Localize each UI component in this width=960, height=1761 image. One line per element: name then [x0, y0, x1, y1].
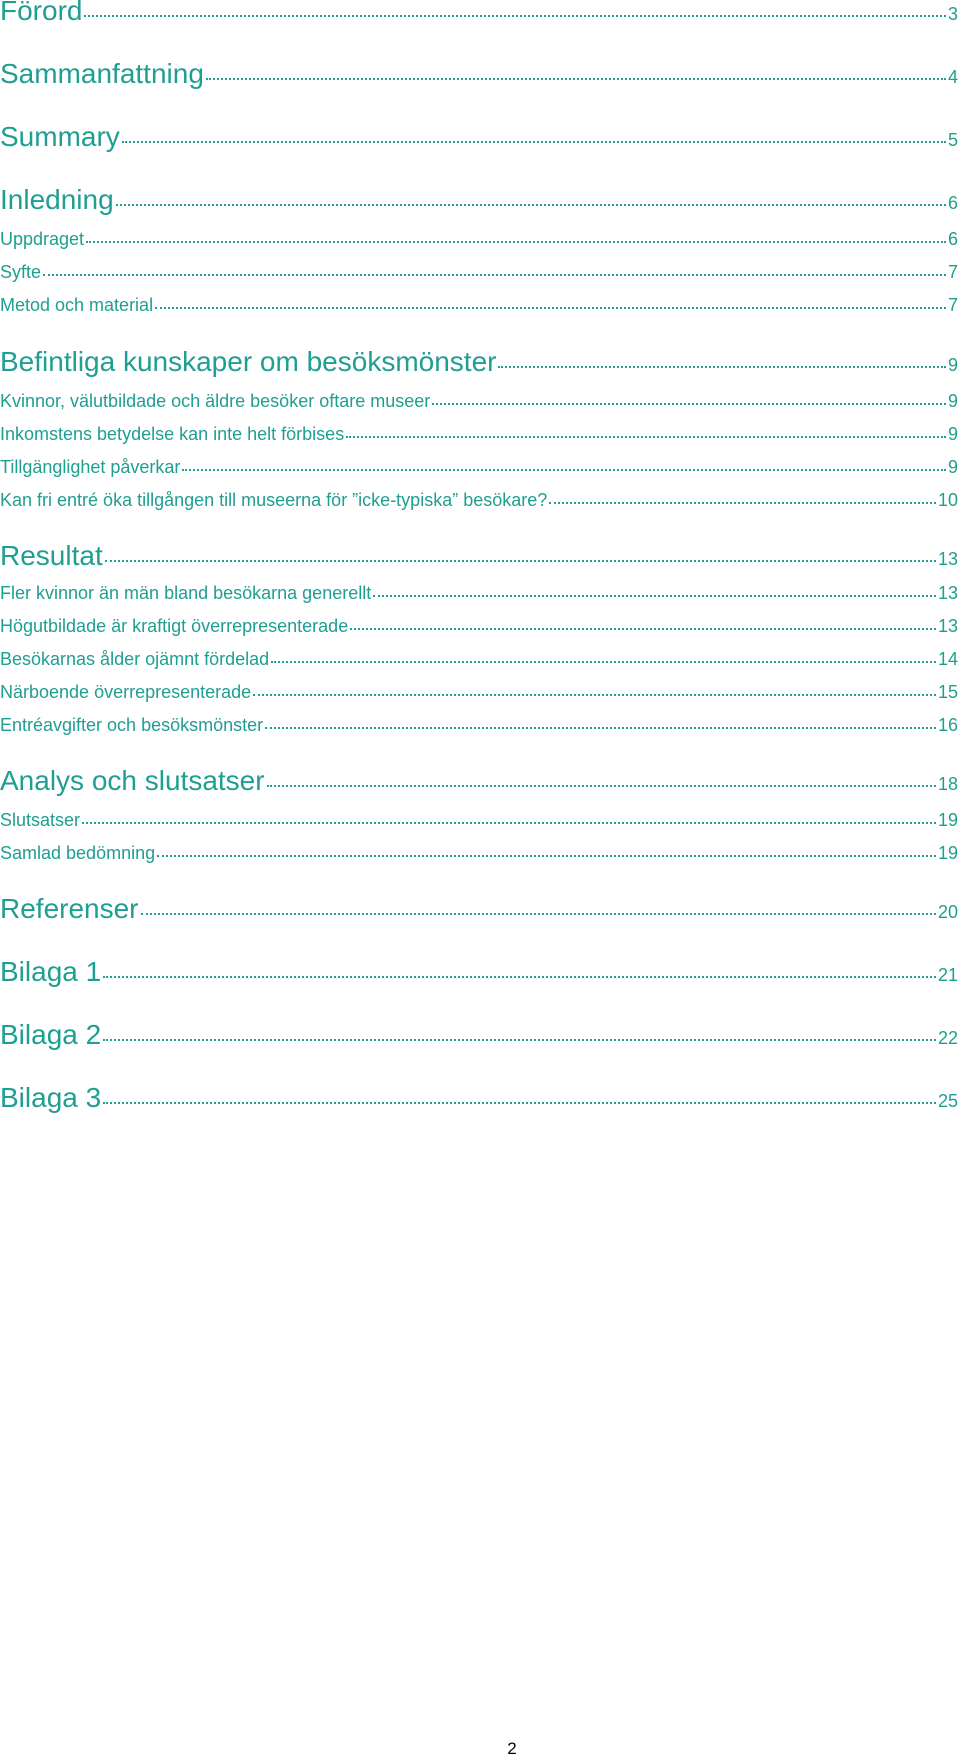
toc-leader-dots — [105, 560, 936, 562]
toc-entry-page: 13 — [937, 549, 958, 569]
toc-entry-page: 3 — [947, 4, 958, 24]
toc-leader-dots — [265, 727, 936, 729]
toc-entry-title: Slutsatser — [0, 810, 81, 830]
toc-entry-title: Bilaga 3 — [0, 1082, 102, 1113]
toc-leader-dots — [498, 366, 946, 368]
toc-entry-inledning[interactable] — [0, 184, 958, 216]
toc-entry-page: 13 — [937, 583, 958, 603]
toc-entry-resultat[interactable] — [0, 540, 958, 572]
toc-entry-page: 14 — [937, 649, 958, 669]
toc-entry-forord[interactable] — [0, 0, 958, 27]
toc-entry-page: 7 — [947, 262, 958, 282]
toc-entry-kvinnor-valutbildade[interactable] — [0, 391, 958, 412]
toc-leader-dots — [157, 855, 936, 857]
toc-entry-uppdraget[interactable] — [0, 229, 958, 250]
toc-entry-page: 9 — [947, 391, 958, 411]
toc-entry-page: 25 — [937, 1091, 958, 1111]
toc-entry-title: Analys och slutsatser — [0, 765, 265, 796]
toc-leader-dots — [182, 469, 946, 471]
toc-leader-dots — [84, 15, 946, 17]
toc-leader-dots — [350, 628, 936, 630]
toc-leader-dots — [271, 661, 936, 663]
toc-entry-title: Besökarnas ålder ojämnt fördelad — [0, 649, 270, 669]
toc-entry-title: Uppdraget — [0, 229, 85, 249]
toc-entry-page: 6 — [947, 193, 958, 213]
toc-entry-title: Summary — [0, 121, 120, 152]
toc-entry-hogutbildade[interactable] — [0, 616, 958, 637]
toc-entry-page: 9 — [947, 424, 958, 444]
toc-entry-title: Entréavgifter och besöksmönster — [0, 715, 264, 735]
toc-entry-tillganglighet[interactable] — [0, 457, 958, 478]
toc-entry-fri-entre[interactable] — [0, 490, 958, 511]
toc-leader-dots — [86, 241, 946, 243]
toc-leader-dots — [432, 403, 946, 405]
toc-entry-title: Tillgänglighet påverkar — [0, 457, 181, 477]
toc-entry-page: 22 — [937, 1028, 958, 1048]
toc-leader-dots — [253, 694, 936, 696]
toc-entry-title: Fler kvinnor än män bland besökarna generellt — [0, 583, 372, 603]
toc-entry-syfte[interactable] — [0, 262, 958, 283]
toc-entry-title: Referenser — [0, 893, 139, 924]
toc-entry-summary[interactable] — [0, 121, 958, 153]
toc-entry-page: 6 — [947, 229, 958, 249]
toc-entry-title: Befintliga kunskaper om besöksmönster — [0, 346, 497, 377]
toc-entry-page: 20 — [937, 902, 958, 922]
toc-entry-page: 19 — [937, 843, 958, 863]
toc-entry-inkomstens-betydelse[interactable] — [0, 424, 958, 445]
toc-leader-dots — [43, 274, 946, 276]
toc-leader-dots — [122, 141, 946, 143]
toc-entry-title: Närboende överrepresenterade — [0, 682, 252, 702]
toc-entry-title: Högutbildade är kraftigt överrepresenterade — [0, 616, 349, 636]
toc-entry-samlad-bedomning[interactable] — [0, 843, 958, 864]
toc-entry-befintliga-kunskaper[interactable] — [0, 346, 958, 378]
toc-entry-title: Syfte — [0, 262, 42, 282]
toc-entry-page: 13 — [937, 616, 958, 636]
toc-entry-entreavgifter[interactable] — [0, 715, 958, 736]
toc-entry-narboende[interactable] — [0, 682, 958, 703]
toc-entry-metod-och-material[interactable] — [0, 295, 958, 316]
toc-entry-sammanfattning[interactable] — [0, 58, 958, 90]
toc-entry-slutsatser[interactable] — [0, 810, 958, 831]
page-number: 2 — [507, 1739, 517, 1758]
toc-leader-dots — [267, 785, 936, 787]
toc-entry-page: 5 — [947, 130, 958, 150]
toc-leader-dots — [103, 976, 936, 978]
toc-entry-bilaga-3[interactable] — [0, 1082, 958, 1114]
toc-entry-besokarnas-alder[interactable] — [0, 649, 958, 670]
toc-entry-page: 4 — [947, 67, 958, 87]
toc-entry-title: Bilaga 2 — [0, 1019, 102, 1050]
toc-leader-dots — [373, 595, 936, 597]
toc-entry-page: 9 — [947, 457, 958, 477]
toc-entry-title: Inkomstens betydelse kan inte helt förbises — [0, 424, 345, 444]
toc-entry-page: 18 — [937, 774, 958, 794]
toc-entry-title: Samlad bedömning — [0, 843, 156, 863]
toc-entry-bilaga-2[interactable] — [0, 1019, 958, 1051]
toc-entry-page: 15 — [937, 682, 958, 702]
toc-entry-title: Resultat — [0, 540, 103, 571]
toc-entry-page: 21 — [937, 965, 958, 985]
toc-entry-title: Inledning — [0, 184, 114, 215]
toc-entry-page: 9 — [947, 355, 958, 375]
toc-entry-title: Bilaga 1 — [0, 956, 102, 987]
toc-leader-dots — [206, 78, 946, 80]
toc-entry-fler-kvinnor[interactable] — [0, 583, 958, 604]
toc-entry-title: Metod och material — [0, 295, 154, 315]
toc-leader-dots — [155, 307, 946, 309]
toc-leader-dots — [141, 913, 936, 915]
toc-leader-dots — [346, 436, 946, 438]
toc-entry-page: 10 — [937, 490, 958, 510]
toc-entry-page: 7 — [947, 295, 958, 315]
toc-entry-title: Kvinnor, välutbildade och äldre besöker oftare museer — [0, 391, 431, 411]
toc-entry-title: Förord — [0, 0, 83, 26]
toc-leader-dots — [549, 502, 936, 504]
toc-leader-dots — [103, 1102, 936, 1104]
toc-entry-page: 19 — [937, 810, 958, 830]
toc-entry-analys-och-slutsatser[interactable] — [0, 765, 958, 797]
toc-entry-bilaga-1[interactable] — [0, 956, 958, 988]
toc-entry-referenser[interactable] — [0, 893, 958, 925]
toc-leader-dots — [82, 822, 936, 824]
toc-entry-title: Sammanfattning — [0, 58, 204, 89]
toc-leader-dots — [116, 204, 946, 206]
toc-entry-page: 16 — [937, 715, 958, 735]
toc-entry-title: Kan fri entré öka tillgången till museerna för ”icke-typiska” besökare? — [0, 490, 548, 510]
toc-leader-dots — [103, 1039, 936, 1041]
